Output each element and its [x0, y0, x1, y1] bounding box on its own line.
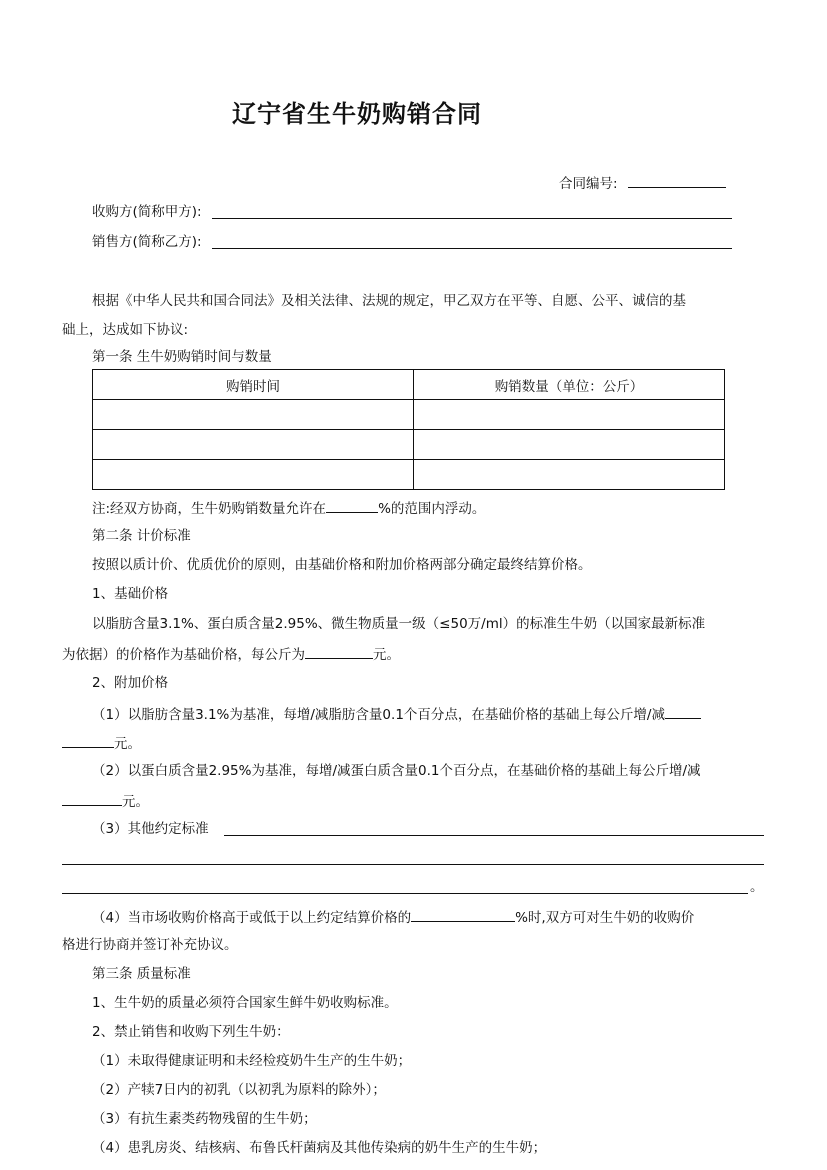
quantity-table: [92, 369, 725, 490]
extra-price-heading: 2、附加价格: [92, 675, 169, 691]
base-price-line-1: 以脂肪含量3.1%、蛋白质含量2.95%、微生物质量一级（≤50万/ml）的标准生牛奶（以国家最新标准: [92, 616, 706, 632]
buyer-blank[interactable]: [212, 218, 732, 219]
intro-line-2: 础上，达成如下协议:: [62, 322, 189, 338]
base-price-suffix: 元。: [373, 647, 400, 663]
article3-heading: 第三条 质量标准: [92, 966, 191, 982]
extra-item1-suffix: 元。: [114, 736, 141, 752]
quantity-note: [92, 498, 485, 518]
table-cell[interactable]: [414, 430, 725, 460]
prohibited-item-3: （3）有抗生素类药物残留的生牛奶；: [92, 1111, 317, 1127]
table-row: [93, 400, 725, 430]
other-standard-blank-2[interactable]: [62, 864, 764, 865]
document-title: 辽宁省生牛奶购销合同: [232, 99, 482, 128]
table-cell[interactable]: [414, 400, 725, 430]
extra-item4-suffix: %时,双方可对生牛奶的收购价: [515, 910, 695, 926]
base-price-blank[interactable]: [305, 644, 373, 659]
extra-item2-suffix: 元。: [122, 794, 149, 810]
contract-number-label: 合同编号:: [559, 176, 618, 192]
base-price-line-2: [62, 644, 400, 664]
float-range-blank[interactable]: [326, 498, 378, 513]
table-cell[interactable]: [414, 460, 725, 490]
other-standard-blank-3[interactable]: [62, 893, 748, 894]
prohibited-item-1: （1）未取得健康证明和未经检疫奶牛生产的生牛奶；: [92, 1053, 412, 1069]
extra-item3-label: （3）其他约定标准: [92, 821, 209, 837]
table-cell[interactable]: [93, 430, 414, 460]
seller-blank[interactable]: [212, 248, 732, 249]
fat-adjust-blank-a[interactable]: [665, 704, 701, 719]
table-header-row: [93, 370, 725, 400]
prohibited-item-4: （4）患乳房炎、结核病、布鲁氏杆菌病及其他传染病的奶牛生产的生牛奶；: [92, 1140, 547, 1156]
article1-heading: 第一条 生牛奶购销时间与数量: [92, 349, 272, 365]
extra-item2-line-2: [62, 791, 149, 811]
table-row: [93, 460, 725, 490]
extra-item4-prefix: （4）当市场收购价格高于或低于以上约定结算价格的: [92, 910, 412, 926]
contract-number-blank[interactable]: [628, 173, 726, 188]
article2-heading: 第二条 计价标准: [92, 528, 191, 544]
base-price-prefix: 为依据）的价格作为基础价格，每公斤为: [62, 647, 305, 663]
protein-adjust-blank[interactable]: [62, 791, 122, 806]
other-standard-end: 。: [750, 879, 764, 895]
table-row: [93, 430, 725, 460]
quality-standard-2: 2、禁止销售和收购下列生牛奶：: [92, 1024, 290, 1040]
intro-line-1: 根据《中华人民共和国合同法》及相关法律、法规的规定，甲乙双方在平等、自愿、公平、诚信的基: [92, 293, 686, 309]
extra-item4-line-2: 格进行协商并签订补充协议。: [62, 937, 238, 953]
quantity-note-suffix: %的范围内浮动。: [378, 501, 486, 517]
extra-item1-line-1: [92, 704, 701, 724]
table-header-quantity: 购销数量（单位：公斤）: [414, 370, 725, 400]
extra-item2-line-1: （2）以蛋白质含量2.95%为基准，每增/减蛋白质含量0.1个百分点，在基础价格的基础上每公斤增/减: [92, 763, 701, 779]
pricing-principle: 按照以质计价、优质优价的原则，由基础价格和附加价格两部分确定最终结算价格。: [92, 557, 592, 573]
contract-number-line: [559, 173, 726, 193]
base-price-heading: 1、基础价格: [92, 586, 169, 602]
seller-label: 销售方(简称乙方):: [92, 234, 202, 250]
fat-adjust-blank-b[interactable]: [62, 733, 114, 748]
table-cell[interactable]: [93, 400, 414, 430]
extra-item4-line-1: [92, 907, 694, 927]
other-standard-blank-1[interactable]: [224, 835, 764, 836]
buyer-label: 收购方(简称甲方):: [92, 204, 202, 220]
extra-item1-line-2: [62, 733, 141, 753]
extra-item1-text: （1）以脂肪含量3.1%为基准，每增/减脂肪含量0.1个百分点，在基础价格的基础上每公斤增/减: [92, 707, 665, 723]
table-header-time: 购销时间: [93, 370, 414, 400]
prohibited-item-2: （2）产犊7日内的初乳（以初乳为原料的除外）；: [92, 1082, 386, 1098]
quality-standard-1: 1、生牛奶的质量必须符合国家生鲜牛奶收购标准。: [92, 995, 398, 1011]
quantity-note-prefix: 注:经双方协商，生牛奶购销数量允许在: [92, 501, 327, 517]
table-cell[interactable]: [93, 460, 414, 490]
market-price-blank[interactable]: [411, 907, 515, 922]
